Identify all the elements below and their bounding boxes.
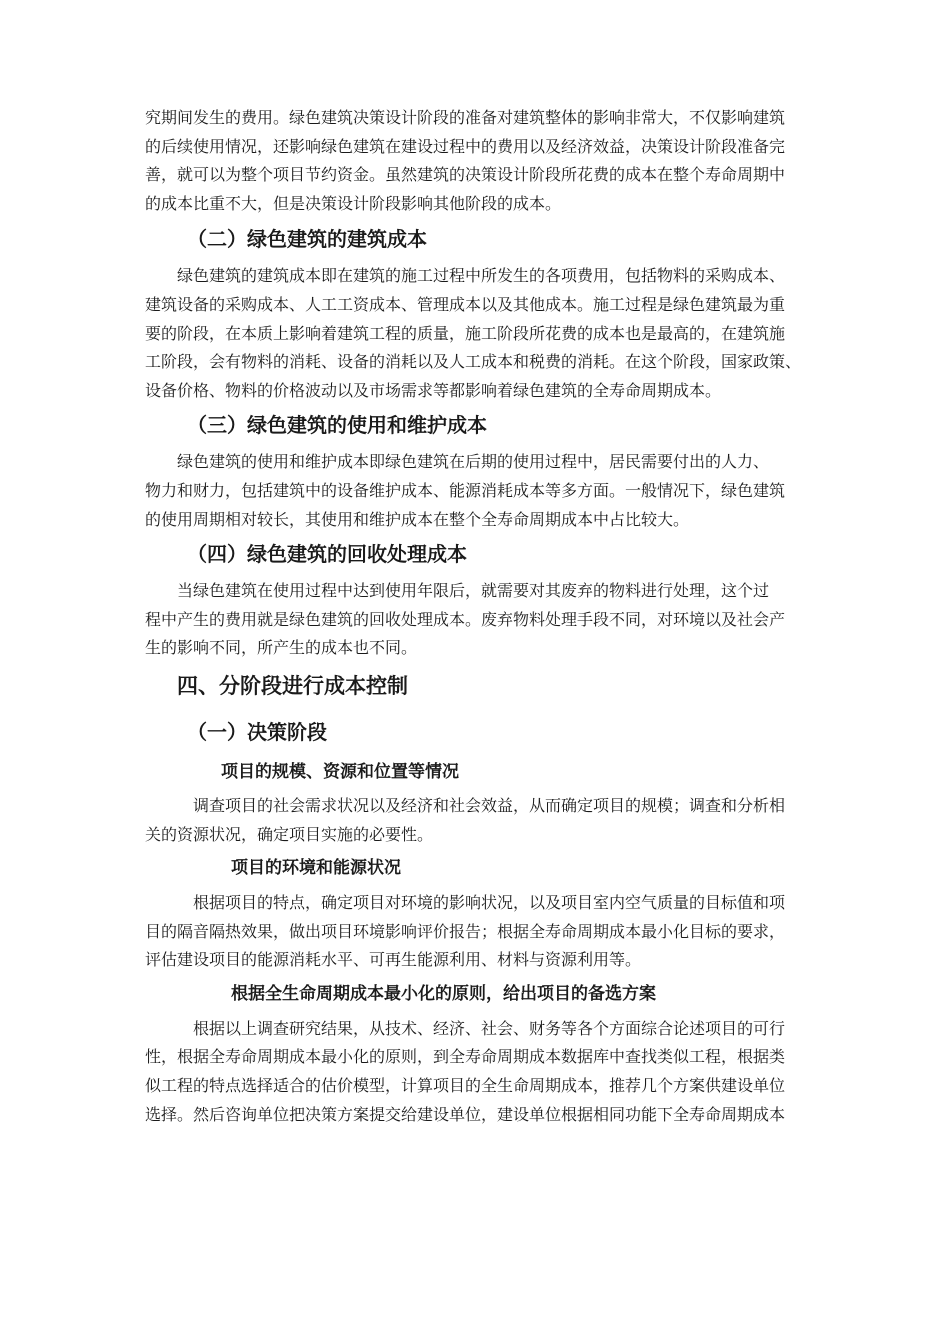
subheading-scale-resources-location: 项目的规模、资源和位置等情况 <box>221 761 459 782</box>
text-line: 的后续使用情况，还影响绿色建筑在建设过程中的费用以及经济效益，决策设计阶段准备完 <box>145 136 786 156</box>
text-line: 建筑设备的采购成本、人工工资成本、管理成本以及其他成本。施工过程是绿色建筑最为重 <box>145 294 786 314</box>
paragraph-scale-resources <box>145 792 809 849</box>
paragraph-environment-energy <box>145 889 809 975</box>
text-line: 绿色建筑的建筑成本即在建筑的施工过程中所发生的各项费用，包括物料的采购成本、 <box>177 266 786 286</box>
paragraph-use-maintenance-cost <box>145 448 809 534</box>
text-line: 性，根据全寿命周期成本最小化的原则，到全寿命周期成本数据库中查找类似工程，根据类 <box>145 1047 786 1067</box>
text-line: 究期间发生的费用。绿色建筑决策设计阶段的准备对建筑整体的影响非常大，不仅影响建筑 <box>145 108 786 127</box>
text-line: 选择。然后咨询单位把决策方案提交给建设单位，建设单位根据相同功能下全寿命周期成本 <box>145 1104 786 1124</box>
text-line: 设备价格、物料的价格波动以及市场需求等都影响着绿色建筑的全寿命周期成本。 <box>145 380 722 400</box>
text-line: 目的隔音隔热效果，做出项目环境影响评价报告；根据全寿命周期成本最小化目标的要求， <box>145 921 786 941</box>
text-line: 根据项目的特点，确定项目对环境的影响状况，以及项目室内空气质量的目标值和项 <box>193 893 786 913</box>
text-line: 评估建设项目的能源消耗水平、可再生能源利用、材料与资源利用等。 <box>145 950 642 970</box>
paragraph-recycling-cost <box>145 577 809 663</box>
subheading-environment-energy: 项目的环境和能源状况 <box>231 858 401 879</box>
text-line: 要的阶段，在本质上影响着建筑工程的质量，施工阶段所花费的成本也是最高的，在建筑施 <box>145 323 786 343</box>
text-line: 绿色建筑的使用和维护成本即绿色建筑在后期的使用过程中，居民需要付出的人力、 <box>177 452 770 472</box>
section-heading-use-maintenance-cost: （三）绿色建筑的使用和维护成本 <box>187 413 487 438</box>
paragraph-intro-continued <box>145 104 809 218</box>
section-heading-decision-stage: （一）决策阶段 <box>187 719 327 744</box>
text-line: 的使用周期相对较长，其使用和维护成本在整个全寿命周期成本中占比较大。 <box>145 509 690 529</box>
section-heading-recycling-cost: （四）绿色建筑的回收处理成本 <box>187 542 467 567</box>
text-line: 根据以上调查研究结果，从技术、经济、社会、财务等各个方面综合论述项目的可行 <box>193 1018 786 1038</box>
paragraph-construction-cost <box>145 262 809 405</box>
text-line: 程中产生的费用就是绿色建筑的回收处理成本。废弃物料处理手段不同，对环境以及社会产 <box>145 609 786 629</box>
paragraph-alternative-plans <box>145 1015 809 1129</box>
subheading-alternative-plans: 根据全生命周期成本最小化的原则，给出项目的备选方案 <box>231 983 656 1004</box>
document-page <box>145 104 809 1129</box>
text-line: 物力和财力，包括建筑中的设备维护成本、能源消耗成本等多方面。一般情况下，绿色建筑 <box>145 480 786 500</box>
text-line: 关的资源状况，确定项目实施的必要性。 <box>145 824 434 844</box>
section-heading-construction-cost: （二）绿色建筑的建筑成本 <box>187 227 427 252</box>
chapter-heading-stage-cost-control: 四、分阶段进行成本控制 <box>177 672 408 698</box>
text-line: 工阶段，会有物料的消耗、设备的消耗以及人工成本和税费的消耗。在这个阶段，国家政策、 <box>145 352 802 372</box>
text-line: 的成本比重不大，但是决策设计阶段影响其他阶段的成本。 <box>145 193 562 213</box>
text-line: 善，就可以为整个项目节约资金。虽然建筑的决策设计阶段所花费的成本在整个寿命周期中 <box>145 165 786 185</box>
text-line: 当绿色建筑在使用过程中达到使用年限后，就需要对其废弃的物料进行处理，这个过 <box>177 581 770 601</box>
text-line: 生的影响不同，所产生的成本也不同。 <box>145 638 418 658</box>
text-line: 似工程的特点选择适合的估价模型，计算项目的全生命周期成本，推荐几个方案供建设单位 <box>145 1076 786 1096</box>
text-line: 调查项目的社会需求状况以及经济和社会效益，从而确定项目的规模；调查和分析相 <box>193 795 786 815</box>
